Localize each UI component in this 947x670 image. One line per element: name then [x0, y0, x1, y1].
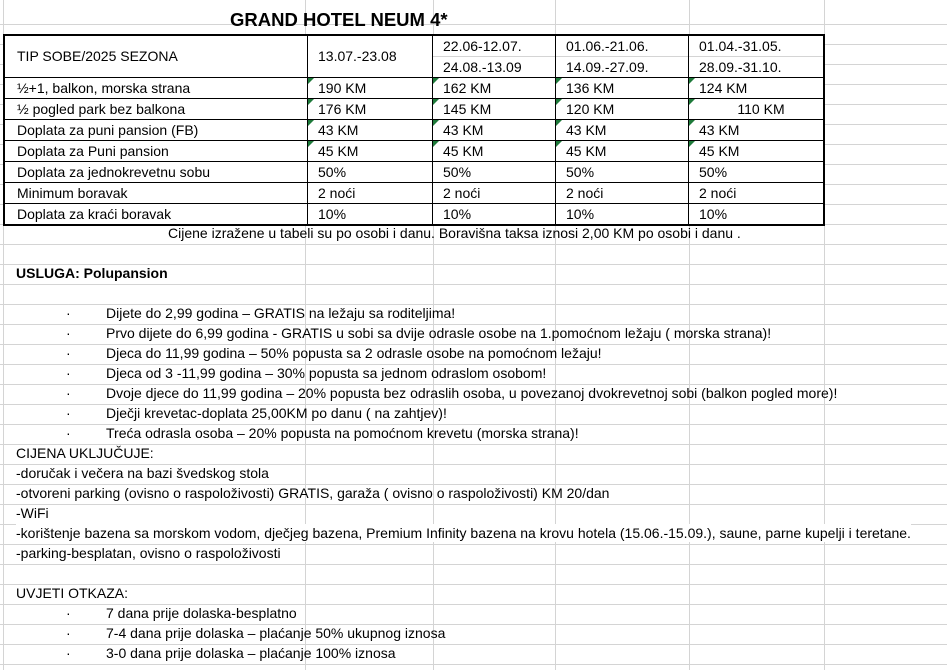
table-cell[interactable]: 10%: [308, 204, 433, 226]
bullet-icon: ·: [66, 325, 71, 341]
bullet-icon: ·: [66, 305, 71, 321]
table-cell[interactable]: 190 KM: [308, 78, 433, 99]
table-row: [4, 141, 824, 162]
cancellation-heading: UVJETI OTKAZA:: [16, 585, 129, 601]
bullet-icon: ·: [66, 365, 71, 381]
table-cell[interactable]: 43 KM: [433, 120, 556, 141]
table-cell[interactable]: 2 noći: [556, 183, 689, 204]
table-row: [4, 120, 824, 141]
cancellation-item: 7-4 dana prije dolaska – plaćanje 50% ukupnog iznosa: [106, 625, 446, 641]
table-cell[interactable]: 10%: [556, 204, 689, 226]
table-cell[interactable]: 124 KM: [689, 78, 825, 99]
table-cell[interactable]: 2 noći: [689, 183, 825, 204]
table-cell[interactable]: 43 KM: [556, 120, 689, 141]
includes-item: -WiFi: [16, 505, 49, 521]
period-header-2[interactable]: [433, 35, 556, 78]
table-cell[interactable]: 176 KM: [308, 99, 433, 120]
table-header-row: [4, 35, 824, 78]
cancellation-item: 3-0 dana prije dolaska – plaćanje 100% iznosa: [106, 645, 396, 661]
period-3-line2: 14.09.-27.09.: [566, 59, 649, 75]
row-label[interactable]: ½+1, balkon, morska strana: [4, 78, 308, 99]
service-item: Djeca od 3 -11,99 godina – 30% popusta sa jednom odraslom osobom!: [106, 365, 547, 381]
table-cell[interactable]: 10%: [433, 204, 556, 226]
table-cell[interactable]: 2 noći: [433, 183, 556, 204]
table-cell[interactable]: 110 KM: [689, 99, 825, 120]
period-header-1[interactable]: [308, 35, 433, 78]
row-label[interactable]: Doplata za puni pansion (FB): [4, 120, 308, 141]
table-cell[interactable]: 45 KM: [689, 141, 825, 162]
period-1-line1: 13.07.-23.08: [318, 48, 397, 64]
includes-item: -parking-besplatan, ovisno o raspoloživosti: [16, 545, 281, 561]
table-cell[interactable]: 45 KM: [433, 141, 556, 162]
price-note: Cijene izražene u tabeli su po osobi i danu. Boravišna taksa iznosi 2,00 KM po osobi i danu .: [168, 225, 741, 241]
table-cell[interactable]: 136 KM: [556, 78, 689, 99]
table-cell[interactable]: 43 KM: [689, 120, 825, 141]
row-label[interactable]: ½ pogled park bez balkona: [4, 99, 308, 120]
bullet-icon: ·: [66, 425, 71, 441]
period-4-line2: 28.09.-31.10.: [699, 59, 782, 75]
services-heading: USLUGA: Polupansion: [16, 265, 168, 281]
period-header-3[interactable]: [556, 35, 689, 78]
table-cell[interactable]: 45 KM: [308, 141, 433, 162]
table-row: [4, 99, 824, 120]
table-cell[interactable]: 50%: [689, 162, 825, 183]
bullet-icon: ·: [66, 345, 71, 361]
table-row: [4, 204, 824, 226]
bullet-icon: ·: [66, 625, 71, 641]
table-cell[interactable]: 2 noći: [308, 183, 433, 204]
includes-item: -doručak i večera na bazi švedskog stola: [16, 465, 269, 481]
service-item: Treća odrasla osoba – 20% popusta na pomoćnom krevetu (morska strana)!: [106, 425, 579, 441]
price-table: [3, 34, 825, 226]
table-cell[interactable]: 50%: [433, 162, 556, 183]
includes-item: -korištenje bazena sa morskom vodom, dječjeg bazena, Premium Infinity bazena na krovu hotela (15.06.-15.09.), saune, parne kupelji i teretane.: [16, 525, 911, 541]
service-item: Djeca do 11,99 godina – 50% popusta sa 2 odrasle osobe na pomoćnom ležaju!: [106, 345, 602, 361]
includes-heading: CIJENA UKLJUČUJE:: [16, 445, 154, 461]
cancellation-item: 7 dana prije dolaska-besplatno: [106, 605, 297, 621]
period-2-line1: 22.06-12.07.: [433, 36, 555, 57]
row-label[interactable]: Doplata za kraći boravak: [4, 204, 308, 226]
table-row: [4, 162, 824, 183]
table-cell[interactable]: 120 KM: [556, 99, 689, 120]
service-item: Prvo dijete do 6,99 godina - GRATIS u sobi sa dvije odrasle osobe na 1.pomoćnom ležaju ( morska strana)!: [106, 325, 772, 341]
table-cell[interactable]: 50%: [308, 162, 433, 183]
table-header-label[interactable]: TIP SOBE/2025 SEZONA: [4, 35, 308, 78]
table-cell[interactable]: 10%: [689, 204, 825, 226]
table-cell[interactable]: 50%: [556, 162, 689, 183]
bullet-icon: ·: [66, 385, 71, 401]
table-cell[interactable]: 43 KM: [308, 120, 433, 141]
bullet-icon: ·: [66, 605, 71, 621]
table-row: [4, 78, 824, 99]
period-header-4[interactable]: [689, 35, 825, 78]
service-item: Dječji krevetac-doplata 25,00KM po danu ( na zahtjev)!: [106, 405, 447, 421]
table-cell[interactable]: 145 KM: [433, 99, 556, 120]
period-2-line2: 24.08.-13.09: [443, 59, 522, 75]
table-row: [4, 183, 824, 204]
row-label[interactable]: Doplata za jednokrevetnu sobu: [4, 162, 308, 183]
table-cell[interactable]: 162 KM: [433, 78, 556, 99]
includes-item: -otvoreni parking (ovisno o raspoloživosti) GRATIS, garaža ( ovisno o raspoloživosti) KM 20/dan: [16, 485, 610, 501]
bullet-icon: ·: [66, 645, 71, 661]
service-item: Dijete do 2,99 godina – GRATIS na ležaju sa roditeljima!: [106, 305, 456, 321]
row-label[interactable]: Minimum boravak: [4, 183, 308, 204]
table-cell[interactable]: 45 KM: [556, 141, 689, 162]
period-4-line1: 01.04.-31.05.: [689, 36, 823, 57]
bullet-icon: ·: [66, 405, 71, 421]
row-label[interactable]: Doplata za Puni pansion: [4, 141, 308, 162]
page-title: GRAND HOTEL NEUM 4*: [230, 9, 448, 30]
period-3-line1: 01.06.-21.06.: [556, 36, 688, 57]
service-item: Dvoje djece do 11,99 godina – 20% popusta bez odraslih osoba, u povezanoj dvokrevetnoj sobi (balkon pogled more)!: [106, 385, 838, 401]
